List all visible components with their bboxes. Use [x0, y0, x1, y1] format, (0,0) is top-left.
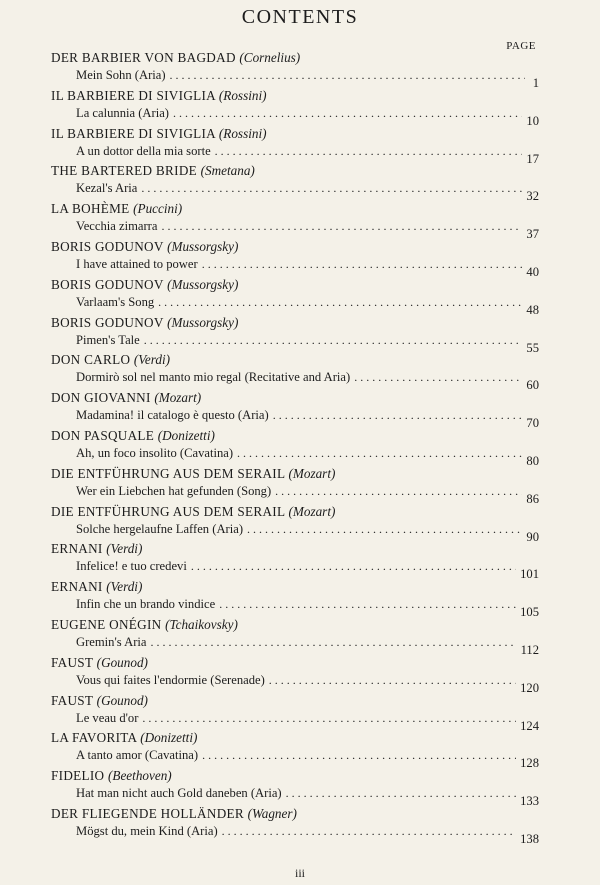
opera-title: FIDELIO: [51, 768, 105, 784]
composer-name: (Gounod): [96, 692, 148, 708]
contents-entry[interactable]: [51, 238, 539, 279]
piece-title: Kezal's Aria: [76, 181, 138, 196]
contents-entry[interactable]: [51, 616, 539, 657]
dot-leader: [202, 747, 516, 764]
opera-title: IL BARBIERE DI SIVIGLIA: [51, 87, 216, 103]
contents-entry[interactable]: [51, 87, 539, 128]
entry-line: [51, 634, 539, 657]
dot-leader: [215, 143, 523, 160]
contents-entry[interactable]: [51, 540, 539, 582]
contents-entry[interactable]: [51, 162, 539, 204]
piece-title: Gremin's Aria: [76, 634, 147, 649]
contents-entry[interactable]: [51, 427, 539, 468]
contents-entry[interactable]: [51, 125, 539, 166]
piece-title: La calunnia (Aria): [76, 105, 170, 120]
contents-entry[interactable]: [51, 767, 539, 809]
dot-leader: [191, 558, 516, 575]
entry-line: [51, 67, 539, 90]
piece-title: Infelice! e tuo credevi: [76, 559, 187, 574]
entry-heading: [51, 616, 539, 633]
piece-title: Pimen's Tale: [76, 332, 140, 347]
entry-heading: [51, 87, 539, 104]
entry-line: [51, 521, 539, 544]
contents-entry[interactable]: [51, 805, 539, 846]
piece-title: Solche hergelaufne Laffen (Aria): [76, 521, 244, 536]
page-number: 70: [526, 416, 539, 431]
entry-line: [51, 407, 539, 431]
page-number: 80: [526, 453, 539, 468]
page-number: 105: [520, 605, 539, 620]
dot-leader: [269, 672, 516, 689]
composer-name: (Mozart): [288, 503, 336, 519]
entry-heading: [51, 540, 539, 557]
entry-heading: [51, 729, 539, 746]
piece-title: Infin che un brando vindice: [76, 597, 216, 612]
contents-entry[interactable]: [51, 49, 539, 90]
dot-leader: [150, 634, 516, 651]
page-number: 112: [520, 642, 539, 657]
page-number: 86: [526, 491, 539, 506]
composer-name: (Mozart): [288, 465, 336, 481]
dot-leader: [273, 407, 523, 424]
dot-leader: [158, 294, 522, 311]
dot-leader: [247, 521, 522, 538]
entry-heading: [51, 49, 539, 66]
opera-title: BORIS GODUNOV: [51, 276, 164, 292]
opera-title: IL BARBIERE DI SIVIGLIA: [51, 125, 216, 141]
entry-heading: [51, 314, 539, 331]
entry-line: [51, 710, 539, 733]
opera-title: DIE ENTFÜHRUNG AUS DEM SERAIL: [51, 503, 285, 519]
page-number: 90: [526, 529, 539, 544]
opera-title: BORIS GODUNOV: [51, 314, 164, 330]
piece-title: Vecchia zimarra: [76, 219, 158, 234]
contents-entry[interactable]: [51, 578, 539, 620]
opera-title: DER FLIEGENDE HOLLÄNDER: [51, 805, 244, 821]
opera-title: DON CARLO: [51, 352, 131, 368]
entry-heading: [51, 238, 539, 255]
entry-line: [51, 294, 539, 317]
composer-name: (Beethoven): [108, 768, 172, 784]
page-number: 133: [520, 794, 539, 809]
composer-name: (Tchaikovsky): [165, 616, 238, 632]
opera-title: DON GIOVANNI: [51, 390, 151, 406]
page-number: 10: [526, 113, 539, 128]
entry-line: [51, 369, 539, 393]
entry-heading: [51, 162, 539, 179]
contents-list: [51, 49, 539, 846]
entry-heading: [51, 654, 539, 671]
opera-title: ERNANI: [51, 541, 103, 557]
entry-line: [51, 483, 539, 506]
piece-title: Wer ein Liebchen hat gefunden (Song): [76, 483, 272, 498]
footer-page-number: iii: [294, 866, 305, 880]
dot-leader: [141, 180, 522, 197]
page-number: 32: [526, 189, 539, 204]
piece-title: Hat man nicht auch Gold daneben (Aria): [76, 786, 282, 801]
entry-line: [51, 823, 539, 846]
entry-line: [51, 105, 539, 128]
entry-line: [51, 180, 539, 204]
contents-entry[interactable]: [51, 351, 539, 393]
page-number: 124: [520, 718, 539, 733]
composer-name: (Mussorgsky): [167, 314, 239, 330]
composer-name: (Mussorgsky): [167, 276, 239, 292]
entry-line: [51, 445, 539, 468]
entry-line: [51, 596, 539, 620]
piece-title: Dormirò sol nel manto mio regal (Recitative and Aria): [76, 370, 351, 385]
entry-line: [51, 256, 539, 279]
dot-leader: [161, 218, 522, 235]
contents-entry[interactable]: [51, 503, 539, 544]
entry-line: [51, 143, 539, 166]
piece-title: Madamina! il catalogo è questo (Aria): [76, 408, 269, 423]
opera-title: DON PASQUALE: [51, 427, 155, 443]
entry-heading: [51, 351, 539, 368]
entry-heading: [51, 465, 539, 482]
contents-entry[interactable]: [51, 200, 539, 242]
entry-heading: [51, 692, 539, 709]
page-number: 128: [520, 756, 539, 771]
piece-title: Vous qui faites l'endormie (Serenade): [76, 672, 265, 687]
page-number: 101: [520, 567, 539, 582]
page-number: 1: [532, 76, 539, 90]
contents-entry[interactable]: [51, 654, 539, 695]
contents-entry[interactable]: [51, 465, 539, 506]
entry-heading: [51, 276, 539, 293]
entry-heading: [51, 200, 539, 217]
dot-leader: [170, 67, 525, 84]
composer-name: (Puccini): [133, 201, 183, 217]
entry-line: [51, 672, 539, 695]
page-number: 138: [520, 831, 539, 846]
composer-name: (Donizetti): [157, 427, 215, 443]
composer-name: (Verdi): [106, 579, 143, 595]
composer-name: (Wagner): [247, 805, 297, 821]
opera-title: FAUST: [51, 654, 94, 670]
dot-leader: [142, 710, 516, 727]
composer-name: (Mussorgsky): [167, 238, 239, 254]
dot-leader: [219, 596, 516, 613]
dot-leader: [202, 256, 523, 273]
page-number: 17: [526, 151, 539, 166]
opera-title: LA BOHÈME: [51, 201, 130, 217]
composer-name: (Smetana): [200, 163, 255, 179]
page-column-label: PAGE: [506, 40, 536, 52]
composer-name: (Cornelius): [239, 50, 301, 65]
entry-heading: [51, 805, 539, 822]
composer-name: (Verdi): [133, 352, 171, 368]
opera-title: LA FAVORITA: [51, 730, 137, 746]
dot-leader: [144, 332, 523, 349]
entry-heading: [51, 125, 539, 142]
opera-title: FAUST: [51, 692, 94, 708]
piece-title: A tanto amor (Cavatina): [76, 748, 199, 763]
page-number: 55: [526, 340, 539, 355]
page-number: 60: [526, 378, 539, 393]
opera-title: DER BARBIER VON BAGDAD: [51, 50, 236, 65]
composer-name: (Rossini): [218, 125, 267, 141]
contents-entry[interactable]: [51, 389, 539, 431]
dot-leader: [222, 823, 516, 840]
entry-line: [51, 218, 539, 242]
piece-title: Varlaam's Song: [76, 294, 155, 309]
piece-title: Mögst du, mein Kind (Aria): [76, 823, 218, 838]
contents-entry[interactable]: [51, 729, 539, 771]
opera-title: DIE ENTFÜHRUNG AUS DEM SERAIL: [51, 465, 285, 481]
piece-title: I have attained to power: [76, 256, 198, 271]
piece-title: Mein Sohn (Aria): [76, 68, 166, 82]
page-number: 40: [526, 264, 539, 279]
piece-title: Ah, un foco insolito (Cavatina): [76, 445, 234, 460]
entry-line: [51, 747, 539, 771]
entry-heading: [51, 578, 539, 595]
composer-name: (Mozart): [154, 390, 202, 406]
opera-title: THE BARTERED BRIDE: [51, 163, 197, 179]
entry-line: [51, 332, 539, 355]
composer-name: (Verdi): [106, 541, 143, 557]
entry-line: [51, 785, 539, 809]
entry-line: [51, 558, 539, 582]
page-number: 120: [520, 680, 539, 695]
entry-heading: [51, 767, 539, 784]
entry-heading: [51, 427, 539, 444]
contents-entry[interactable]: [51, 276, 539, 317]
composer-name: (Rossini): [218, 87, 267, 103]
page-number: 48: [526, 302, 539, 317]
dot-leader: [354, 369, 522, 386]
contents-entry[interactable]: [51, 314, 539, 355]
dot-leader: [173, 105, 522, 122]
piece-title: Le veau d'or: [76, 710, 139, 725]
dot-leader: [237, 445, 522, 462]
composer-name: (Gounod): [96, 654, 148, 670]
opera-title: BORIS GODUNOV: [51, 238, 164, 254]
dot-leader: [275, 483, 522, 500]
opera-title: ERNANI: [51, 579, 103, 595]
page-number: 37: [526, 227, 539, 242]
entry-heading: [51, 389, 539, 406]
contents-entry[interactable]: [51, 692, 539, 733]
dot-leader: [286, 785, 516, 802]
composer-name: (Donizetti): [140, 730, 198, 746]
entry-heading: [51, 503, 539, 520]
opera-title: EUGENE ONÉGIN: [51, 616, 162, 632]
contents-title: CONTENTS: [241, 6, 359, 28]
piece-title: A un dottor della mia sorte: [76, 143, 211, 158]
